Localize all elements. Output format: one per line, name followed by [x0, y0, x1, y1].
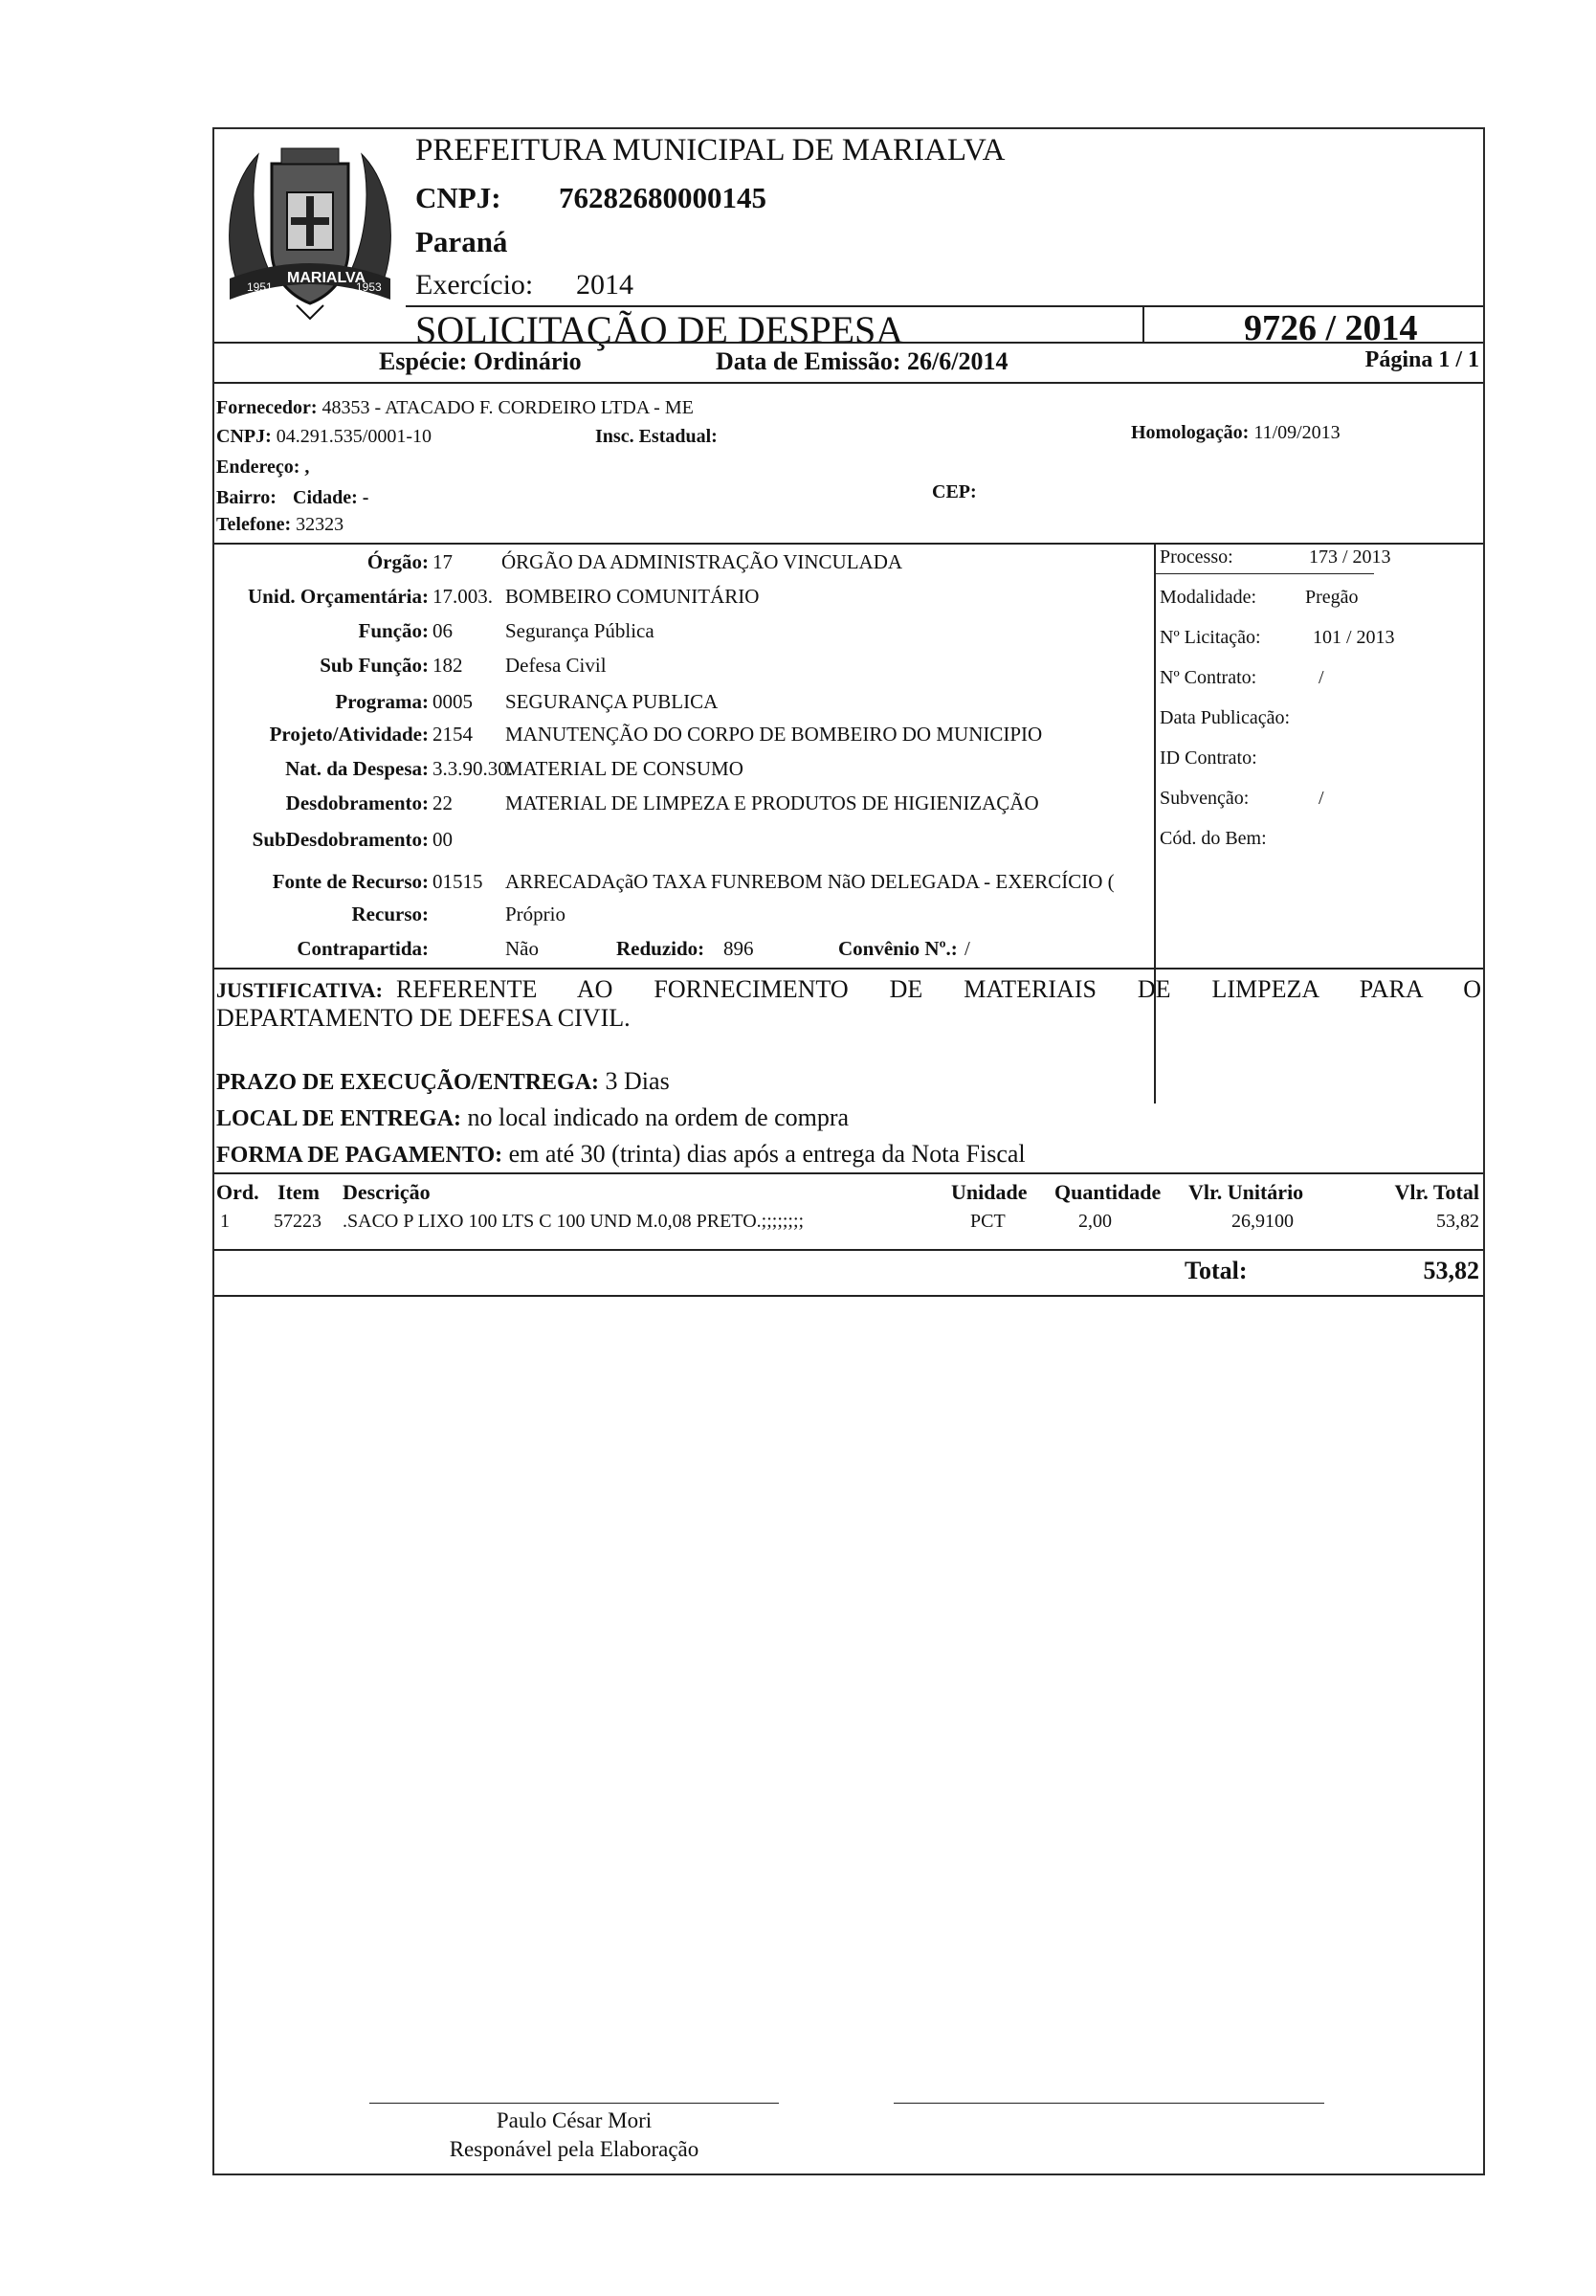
- pagina: Página 1 / 1: [1364, 347, 1479, 372]
- reduzido-value: 896: [723, 937, 754, 960]
- side-divider: [1154, 543, 1156, 1103]
- budget-top-rule: [214, 543, 1483, 545]
- prazo-value: 3 Dias: [605, 1067, 670, 1095]
- fornecedor-value: 48353 - ATACADO F. CORDEIRO LTDA - ME: [321, 397, 694, 418]
- supplier-cnpj-value: 04.291.535/0001-10: [276, 426, 432, 447]
- budget-label: Sub Função:: [320, 654, 429, 677]
- budget-code: 2154: [432, 723, 473, 746]
- budget-desc: MATERIAL DE CONSUMO: [505, 757, 743, 780]
- bairro-label: Bairro:: [216, 487, 277, 508]
- side-value: Pregão: [1305, 587, 1359, 608]
- budget-label: Recurso:: [351, 903, 429, 925]
- insc-estadual-label: Insc. Estadual:: [595, 426, 718, 447]
- total-bottom-rule: [214, 1295, 1483, 1297]
- budget-desc: ARRECADAçãO TAXA FUNREBOM NãO DELEGADA - EXERCÍCIO (: [505, 870, 1115, 893]
- budget-code: 0005: [432, 690, 473, 713]
- total-label: Total:: [1185, 1257, 1248, 1284]
- telefone-value: 32323: [296, 514, 344, 535]
- total-top-rule: [214, 1249, 1483, 1251]
- signature-role: Responável pela Elaboração: [449, 2137, 699, 2161]
- budget-code: 06: [432, 619, 453, 642]
- endereco-label: Endereço: ,: [216, 457, 310, 478]
- budget-label: Programa:: [335, 690, 429, 713]
- budget-desc: Próprio: [505, 903, 565, 925]
- convenio-value: /: [964, 937, 970, 960]
- org-name: PREFEITURA MUNICIPAL DE MARIALVA: [415, 133, 1006, 167]
- col-vlr-total: Vlr. Total: [1394, 1180, 1479, 1204]
- justificativa-label: JUSTIFICATIVA:: [216, 978, 384, 1002]
- budget-label: Contrapartida:: [297, 937, 429, 960]
- fornecedor-label: Fornecedor:: [216, 397, 318, 418]
- side-label: Data Publicação:: [1160, 707, 1291, 728]
- document-page: [212, 127, 1485, 2175]
- col-quantidade: Quantidade: [1054, 1180, 1162, 1204]
- cell-vlr-total: 53,82: [1436, 1211, 1479, 1232]
- budget-code: 22: [432, 791, 453, 814]
- side-label: Modalidade:: [1160, 587, 1257, 608]
- side-label: Subvenção:: [1160, 788, 1250, 809]
- cell-vlr-unitario: 26,9100: [1231, 1211, 1294, 1232]
- budget-desc: MATERIAL DE LIMPEZA E PRODUTOS DE HIGIENIZAÇÃO: [505, 791, 1039, 814]
- budget-desc: MANUTENÇÃO DO CORPO DE BOMBEIRO DO MUNICIPIO: [505, 723, 1043, 746]
- side-value: 173 / 2013: [1309, 546, 1391, 568]
- budget-label: Desdobramento:: [285, 791, 429, 814]
- budget-code: 00: [432, 828, 453, 851]
- convenio-label: Convênio Nº.:: [838, 937, 958, 960]
- side-label: Processo:: [1160, 546, 1233, 568]
- budget-label: SubDesdobramento:: [252, 828, 429, 851]
- supplier-cnpj-label: CNPJ:: [216, 426, 272, 447]
- homologacao-label: Homologação:: [1131, 422, 1250, 443]
- title-divider: [1142, 305, 1144, 342]
- budget-code: 01515: [432, 870, 483, 893]
- side-label: Nº Licitação:: [1160, 627, 1261, 648]
- side-value: /: [1319, 788, 1324, 809]
- side-value: 101 / 2013: [1313, 627, 1395, 648]
- cell-descricao: .SACO P LIXO 100 LTS C 100 UND M.0,08 PRETO.;;;;;;;;: [343, 1211, 805, 1232]
- col-item: Item: [277, 1180, 320, 1204]
- cnpj-label: CNPJ:: [415, 181, 501, 214]
- municipal-crest-icon: [220, 135, 400, 323]
- budget-label: Função:: [358, 619, 429, 642]
- budget-label: Projeto/Atividade:: [269, 723, 429, 746]
- col-ord: Ord.: [216, 1180, 259, 1204]
- col-vlr-unitario: Vlr. Unitário: [1188, 1180, 1304, 1204]
- budget-desc: Segurança Pública: [505, 619, 654, 642]
- budget-desc: BOMBEIRO COMUNITÁRIO: [505, 585, 760, 608]
- local-label: LOCAL DE ENTREGA:: [216, 1106, 462, 1131]
- exercicio-label: Exercício:: [415, 269, 534, 301]
- doc-number: 9726 / 2014: [1244, 308, 1418, 348]
- signature-line-right: [894, 2103, 1324, 2104]
- justificativa-text: REFERENTE AO FORNECIMENTO DE MATERIAIS DE LIMPEZA PARA O: [396, 975, 1481, 1003]
- col-unidade: Unidade: [951, 1180, 1028, 1204]
- side-label: ID Contrato:: [1160, 747, 1257, 769]
- budget-label: Unid. Orçamentária:: [248, 585, 429, 608]
- signature-name: Paulo César Mori: [496, 2108, 653, 2132]
- homologacao-value: 11/09/2013: [1253, 422, 1341, 443]
- budget-code: 17: [432, 550, 453, 573]
- budget-desc: SEGURANÇA PUBLICA: [505, 690, 719, 713]
- cnpj-value: 76282680000145: [559, 181, 766, 214]
- justificativa-line2: DEPARTAMENTO DE DEFESA CIVIL.: [216, 1004, 631, 1032]
- telefone-label: Telefone:: [216, 514, 292, 535]
- forma-label: FORMA DE PAGAMENTO:: [216, 1143, 503, 1168]
- side-label: Nº Contrato:: [1160, 667, 1257, 688]
- local-value: no local indicado na ordem de compra: [467, 1103, 850, 1131]
- svg-text:1953: 1953: [356, 280, 382, 294]
- budget-desc: Não: [505, 937, 539, 960]
- cell-item: 57223: [274, 1211, 321, 1232]
- reduzido-label: Reduzido:: [616, 937, 705, 960]
- cell-ord: 1: [220, 1211, 230, 1232]
- side-rule: [1154, 573, 1374, 574]
- svg-text:MARIALVA: MARIALVA: [287, 270, 366, 286]
- budget-code: 17.003.: [432, 585, 493, 608]
- budget-desc: ÓRGÃO DA ADMINISTRAÇÃO VINCULADA: [501, 550, 903, 573]
- forma-value: em até 30 (trinta) dias após a entrega da Nota Fiscal: [508, 1140, 1026, 1168]
- exercicio-value: 2014: [576, 269, 633, 301]
- budget-code: 182: [432, 654, 463, 677]
- cep-label: CEP:: [932, 481, 977, 502]
- signature-line-left: [369, 2103, 779, 2104]
- supplier-top-rule: [214, 382, 1483, 384]
- especie: Espécie: Ordinário: [379, 347, 582, 375]
- cell-quantidade: 2,00: [1078, 1211, 1112, 1232]
- justificativa-line1: [216, 975, 1481, 1004]
- svg-text:1951: 1951: [247, 280, 273, 294]
- items-top-rule: [214, 1172, 1483, 1174]
- cidade-label: Cidade: -: [293, 487, 369, 508]
- side-label: Cód. do Bem:: [1160, 828, 1267, 849]
- emissao: Data de Emissão: 26/6/2014: [716, 347, 1009, 375]
- budget-label: Órgão:: [366, 550, 429, 573]
- state: Paraná: [415, 225, 508, 258]
- budget-code: 3.3.90.30.: [432, 757, 513, 780]
- side-value: /: [1319, 667, 1324, 688]
- col-descricao: Descrição: [343, 1180, 431, 1204]
- header-rule: [214, 342, 1483, 344]
- doc-title: SOLICITAÇÃO DE DESPESA: [415, 308, 904, 351]
- prazo-label: PRAZO DE EXECUÇÃO/ENTREGA:: [216, 1070, 600, 1095]
- total-value: 53,82: [1423, 1257, 1479, 1284]
- justificativa-top-rule: [214, 968, 1483, 970]
- budget-label: Nat. da Despesa:: [285, 757, 429, 780]
- budget-label: Fonte de Recurso:: [272, 870, 429, 893]
- budget-desc: Defesa Civil: [505, 654, 607, 677]
- cell-unidade: PCT: [970, 1211, 1006, 1232]
